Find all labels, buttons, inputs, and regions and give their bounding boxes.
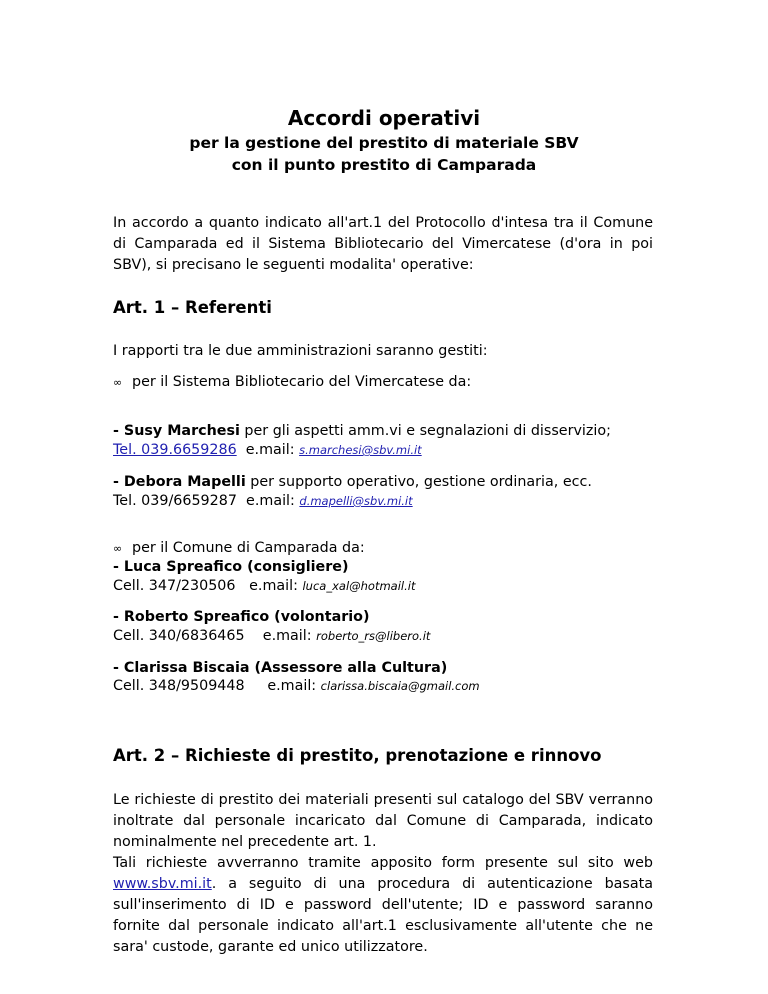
contact-comune-3-details xyxy=(113,678,480,694)
art2-paragraph-2-start: Tali richieste avverranno tramite apposito form presente sul sito web xyxy=(113,855,653,871)
contact-role: per supporto operativo, gestione ordinaria, ecc. xyxy=(245,474,592,490)
contact-phone: Cell. 347/230506 xyxy=(113,578,236,594)
website-link[interactable]: www.sbv.mi.it xyxy=(113,876,212,892)
contact-sbv-1-details xyxy=(113,442,422,458)
email-label: e.mail: xyxy=(245,442,295,458)
contact-comune-3-name: - Clarissa Biscaia (Assessore alla Cultura) xyxy=(113,660,448,676)
contact-phone: Cell. 340/6836465 xyxy=(113,628,245,644)
contact-comune-1-name: - Luca Spreafico (consigliere) xyxy=(113,559,349,575)
contact-comune-1-details xyxy=(113,578,415,594)
bullet-comune xyxy=(113,540,365,556)
phone-link[interactable]: Tel. 039.6659286 xyxy=(113,442,237,458)
art2-heading: Art. 2 – Richieste di prestito, prenotazione e rinnovo xyxy=(113,746,602,765)
contact-email: luca_xal@hotmail.it xyxy=(302,579,416,593)
contact-name: - Susy Marchesi xyxy=(113,423,240,439)
bullet-sbv-text: per il Sistema Bibliotecario del Vimercatese da: xyxy=(132,374,472,390)
email-label: e.mail: xyxy=(267,678,317,694)
contact-email: roberto_rs@libero.it xyxy=(316,629,431,643)
document-subtitle-line-2: con il punto prestito di Camparada xyxy=(231,156,537,174)
art1-heading: Art. 1 – Referenti xyxy=(113,298,272,317)
email-link[interactable]: s.marchesi@sbv.mi.it xyxy=(299,443,422,457)
email-label: e.mail: xyxy=(262,628,312,644)
contact-phone: Cell. 348/9509448 xyxy=(113,678,245,694)
art1-lead: I rapporti tra le due amministrazioni saranno gestiti: xyxy=(113,343,488,359)
art2-paragraph-2-end: . a seguito di una procedura di autenticazione basata sull'inserimento di ID e password dell'utente; ID e password saranno fornite dal personale indicato all'art.1 esclusivamente all'utente che ne sara' custode, garante ed unico utilizzatore. xyxy=(113,876,653,955)
intro-paragraph: In accordo a quanto indicato all'art.1 del Protocollo d'intesa tra il Comune di Camparada ed il Sistema Bibliotecario del Vimercatese (d'ora in poi SBV), si precisano le seguenti modalita' operative: xyxy=(113,215,653,273)
bullet-sbv xyxy=(113,374,471,390)
contact-sbv-2-details xyxy=(113,493,413,509)
art2-paragraph-1: Le richieste di prestito dei materiali presenti sul catalogo del SBV verranno inoltrate dal personale incaricato dal Comune di Camparada, indicato nominalmente nel precedente art. 1. xyxy=(113,792,653,850)
contact-comune-2-details xyxy=(113,628,430,644)
contact-comune-2-name: - Roberto Spreafico (volontario) xyxy=(113,609,370,625)
contact-name: - Debora Mapelli xyxy=(113,474,246,490)
contact-sbv-2-line xyxy=(113,474,592,490)
email-link[interactable]: d.mapelli@sbv.mi.it xyxy=(299,494,413,508)
infinity-bullet-icon: ∞ xyxy=(113,376,123,389)
contact-sbv-1-line xyxy=(113,423,611,439)
bullet-comune-text: per il Comune di Camparada da: xyxy=(132,540,365,556)
art2-paragraph-2 xyxy=(113,853,653,958)
infinity-bullet-icon: ∞ xyxy=(113,542,123,555)
document-title: Accordi operativi xyxy=(287,106,481,130)
document-subtitle-line-1: per la gestione del prestito di materiale SBV xyxy=(189,134,579,152)
contact-phone: Tel. 039/6659287 xyxy=(113,493,237,509)
email-label: e.mail: xyxy=(246,493,295,509)
contact-email: clarissa.biscaia@gmail.com xyxy=(320,679,480,693)
email-label: e.mail: xyxy=(249,578,298,594)
contact-role: per gli aspetti amm.vi e segnalazioni di disservizio; xyxy=(239,423,611,439)
